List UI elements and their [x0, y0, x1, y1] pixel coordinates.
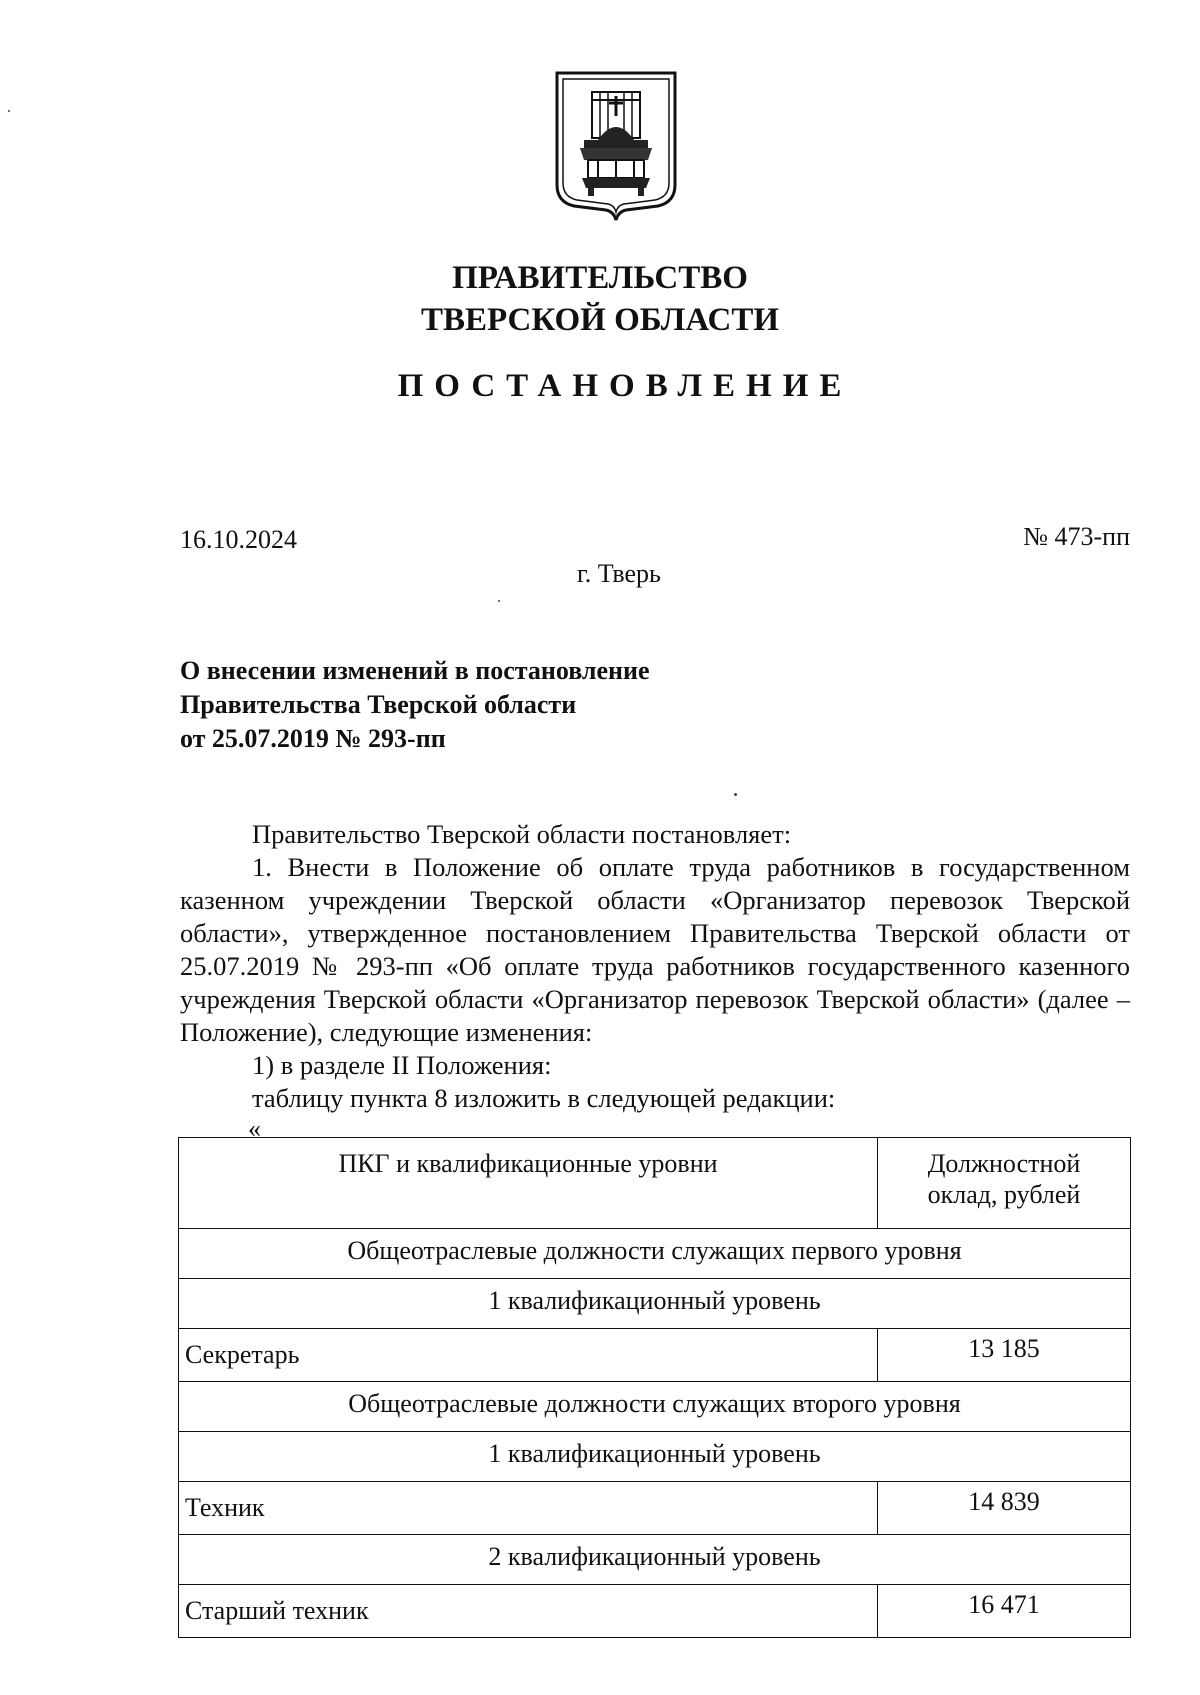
table-row [179, 1432, 1131, 1482]
table-group-cell: 1 квалификационный уровень [179, 1279, 1131, 1329]
subject-line-3: от 25.07.2019 № 293-пп [180, 724, 446, 753]
table-row [179, 1482, 1131, 1535]
table-position-cell: Техник [179, 1482, 878, 1535]
scan-speck [498, 600, 500, 602]
scan-speck [8, 110, 10, 112]
quote-open: « [248, 1114, 261, 1143]
document-number: № 473-пп [1023, 522, 1130, 551]
table-position-cell: Секретарь [179, 1329, 878, 1382]
table-header-position: ПКГ и квалификационные уровни [179, 1138, 878, 1229]
body-table-intro: таблицу пункта 8 изложить в следующей редакции: [252, 1083, 836, 1113]
table-group-cell: 2 квалификационный уровень [179, 1535, 1131, 1585]
table-row [179, 1585, 1131, 1638]
org-line-1: ПРАВИТЕЛЬСТВО [452, 260, 748, 296]
table-header-row [179, 1138, 1131, 1229]
table-salary-cell: 16 471 [878, 1585, 1131, 1638]
subject-line-1: О внесении изменений в постановление [180, 656, 650, 685]
body-intro: Правительство Тверской области постановляет: [252, 819, 792, 849]
document-date: 16.10.2024 [180, 525, 297, 554]
tver-coat-of-arms-icon [554, 70, 678, 222]
salary-table [178, 1137, 1131, 1638]
table-group-cell: 1 квалификационный уровень [179, 1432, 1131, 1482]
table-row [179, 1329, 1131, 1382]
table-row [179, 1229, 1131, 1279]
table-header-salary [878, 1138, 1131, 1229]
table-group-cell: Общеотраслевые должности служащих первого уровня [179, 1229, 1131, 1279]
table-row [179, 1535, 1131, 1585]
table-row [179, 1279, 1131, 1329]
document-body [180, 818, 1130, 1115]
table-header-salary-line-1: Должностной [927, 1149, 1081, 1178]
subject-line-2: Правительства Тверской области [180, 690, 577, 719]
scan-speck [734, 793, 737, 796]
table-salary-cell: 14 839 [878, 1482, 1131, 1535]
document-city: г. Тверь [577, 559, 661, 588]
document-type: ПОСТАНОВЛЕНИЕ [397, 368, 853, 404]
table-row [179, 1382, 1131, 1432]
body-item-1-1: 1) в разделе II Положения: [252, 1050, 552, 1080]
document-subject [180, 654, 880, 756]
table-salary-cell: 13 185 [878, 1329, 1131, 1382]
org-line-2: ТВЕРСКОЙ ОБЛАСТИ [420, 302, 780, 338]
table-position-cell: Старший техник [179, 1585, 878, 1638]
table-header-salary-line-2: оклад, рублей [927, 1180, 1081, 1209]
organization-name [0, 257, 1200, 341]
table-group-cell: Общеотраслевые должности служащих второго уровня [179, 1382, 1131, 1432]
body-item-1: 1. Внести в Положение об оплате труда работников в государственном казенном учреждении Тверской области «Организатор перевозок Тверской области», утвержденное постановлением Правительства Тверской области от 25.07.2019 № 293-пп «Об оплате труда работников государственного казенного учреждения Тверской области «Организатор перевозок Тверской области» (далее – Положение), следующие изменения: [180, 852, 1130, 1047]
